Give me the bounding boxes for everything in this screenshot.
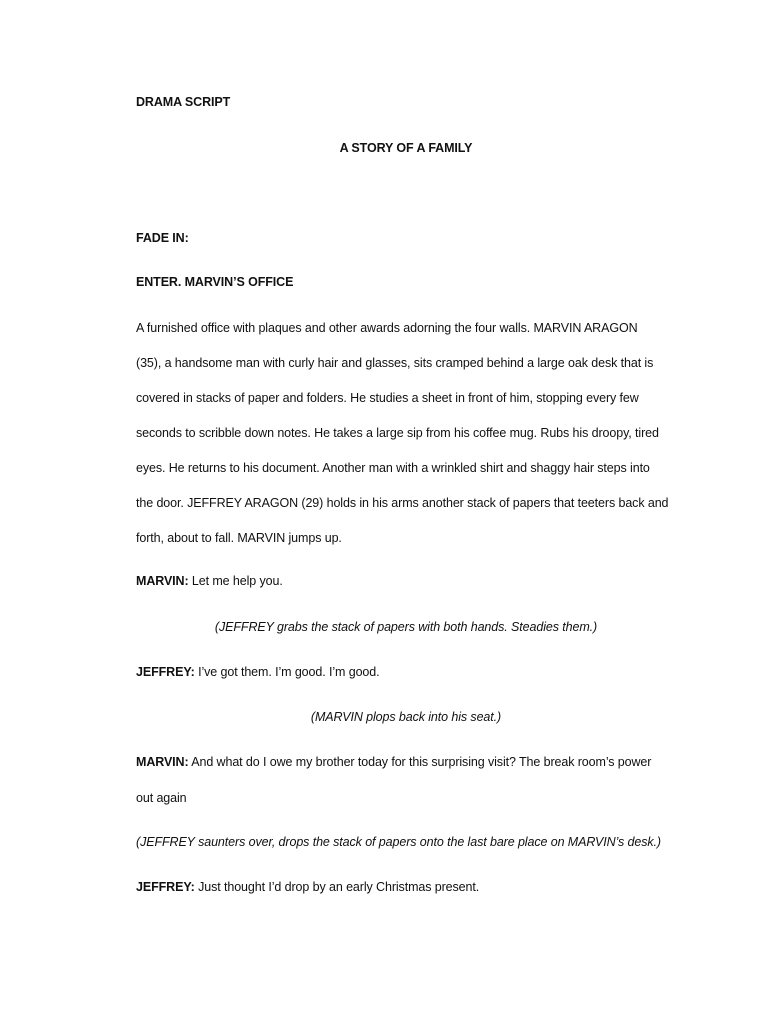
speaker-name: MARVIN:: [136, 755, 189, 769]
description-line: seconds to scribble down notes. He takes a large sip from his coffee mug. Rubs his droopy, tired: [136, 426, 659, 440]
scene-heading: ENTER. MARVIN’S OFFICE: [136, 275, 294, 289]
dialogue-text: I’ve got them. I’m good. I’m good.: [198, 665, 380, 679]
dialogue-line: [136, 664, 380, 680]
speaker-name: JEFFREY:: [136, 665, 195, 679]
stage-direction: (MARVIN plops back into his seat.): [310, 710, 502, 724]
dialogue-continuation: out again: [136, 791, 187, 805]
dialogue-line: [136, 573, 283, 589]
scene-description: [136, 320, 676, 565]
scene-transition: FADE IN:: [136, 231, 189, 245]
dialogue-line: [136, 754, 651, 770]
dialogue-text: And what do I owe my brother today for this surprising visit? The break room’s power: [191, 755, 652, 769]
description-line: the door. JEFFREY ARAGON (29) holds in his arms another stack of papers that teeters back and: [136, 496, 669, 510]
description-line: A furnished office with plaques and other awards adorning the four walls. MARVIN ARAGON: [136, 321, 638, 335]
stage-direction: (JEFFREY saunters over, drops the stack of papers onto the last bare place on MARVIN’s desk.): [136, 835, 661, 849]
description-line: covered in stacks of paper and folders. He studies a sheet in front of him, stopping every few: [136, 391, 639, 405]
dialogue-line: [136, 879, 479, 895]
speaker-name: JEFFREY:: [136, 880, 195, 894]
speaker-name: MARVIN:: [136, 574, 189, 588]
stage-direction: (JEFFREY grabs the stack of papers with both hands. Steadies them.): [214, 620, 598, 634]
document-label: DRAMA SCRIPT: [136, 95, 231, 109]
description-line: eyes. He returns to his document. Another man with a wrinkled shirt and shaggy hair steps into: [136, 461, 650, 475]
description-line: (35), a handsome man with curly hair and glasses, sits cramped behind a large oak desk that is: [136, 356, 654, 370]
description-line: forth, about to fall. MARVIN jumps up.: [136, 531, 342, 545]
dialogue-text: Let me help you.: [191, 574, 283, 588]
dialogue-text: Just thought I’d drop by an early Christmas present.: [198, 880, 480, 894]
script-title: A STORY OF A FAMILY: [339, 141, 473, 155]
